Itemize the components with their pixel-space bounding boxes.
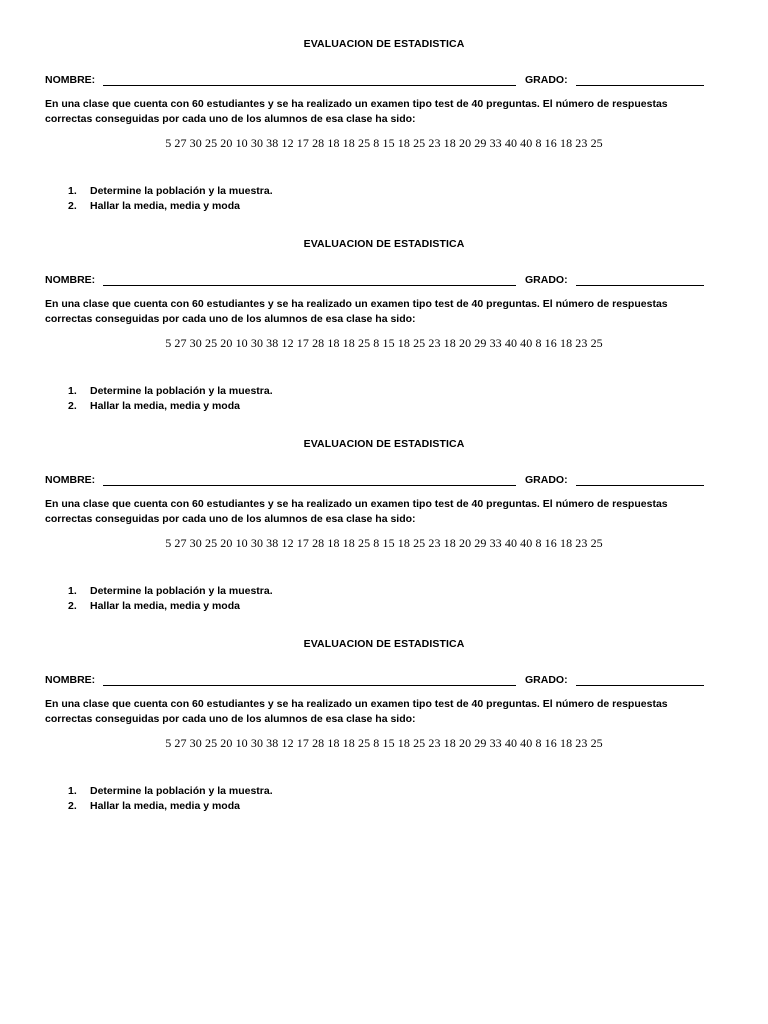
score-data: 5 27 30 25 20 10 30 38 12 17 28 18 18 25 8 15 18 25 23 18 20 29 33 40 40 8 16 18 23 25 (165, 736, 603, 750)
question-number: 1. (68, 185, 77, 197)
question-item (68, 799, 668, 814)
question-number: 1. (68, 385, 77, 397)
evaluation-sheet (0, 0, 768, 212)
name-label: NOMBRE: (45, 274, 96, 286)
student-fields (45, 474, 705, 488)
grade-label: GRADO: (525, 474, 568, 486)
name-label: NOMBRE: (45, 74, 96, 86)
question-number: 1. (68, 585, 77, 597)
question-number: 2. (68, 800, 77, 812)
student-fields (45, 274, 705, 288)
problem-statement: En una clase que cuenta con 60 estudiantes y se ha realizado un examen tipo test de 40 preguntas. El número de respuestas correctas conseguidas por cada uno de los alumnos de esa clase ha sido: (45, 298, 668, 325)
question-text: Hallar la media, media y moda (90, 400, 240, 412)
score-data: 5 27 30 25 20 10 30 38 12 17 28 18 18 25 8 15 18 25 23 18 20 29 33 40 40 8 16 18 23 25 (165, 536, 603, 550)
question-text: Determine la población y la muestra. (90, 185, 273, 197)
score-data: 5 27 30 25 20 10 30 38 12 17 28 18 18 25 8 15 18 25 23 18 20 29 33 40 40 8 16 18 23 25 (165, 136, 603, 150)
question-text: Determine la población y la muestra. (90, 385, 273, 397)
question-text: Hallar la media, media y moda (90, 600, 240, 612)
problem-statement: En una clase que cuenta con 60 estudiantes y se ha realizado un examen tipo test de 40 preguntas. El número de respuestas correctas conseguidas por cada uno de los alumnos de esa clase ha sido: (45, 698, 668, 725)
name-blank-line (103, 685, 516, 686)
question-number: 2. (68, 400, 77, 412)
question-item (68, 384, 668, 399)
sheet-title: EVALUACION DE ESTADISTICA (303, 438, 465, 450)
name-blank-line (103, 285, 516, 286)
grade-blank-line (576, 485, 704, 486)
evaluation-sheet (0, 200, 768, 412)
name-blank-line (103, 485, 516, 486)
question-number: 1. (68, 785, 77, 797)
grade-label: GRADO: (525, 674, 568, 686)
grade-blank-line (576, 685, 704, 686)
evaluation-sheet (0, 400, 768, 612)
sheet-title: EVALUACION DE ESTADISTICA (303, 38, 465, 50)
question-text: Hallar la media, media y moda (90, 800, 240, 812)
grade-blank-line (576, 85, 704, 86)
problem-statement: En una clase que cuenta con 60 estudiantes y se ha realizado un examen tipo test de 40 preguntas. El número de respuestas correctas conseguidas por cada uno de los alumnos de esa clase ha sido: (45, 98, 668, 125)
grade-label: GRADO: (525, 74, 568, 86)
student-fields (45, 74, 705, 88)
question-text: Determine la población y la muestra. (90, 585, 273, 597)
question-list (68, 784, 668, 814)
name-blank-line (103, 85, 516, 86)
name-label: NOMBRE: (45, 474, 96, 486)
question-number: 2. (68, 600, 77, 612)
question-item (68, 784, 668, 799)
sheet-title: EVALUACION DE ESTADISTICA (303, 638, 465, 650)
question-item (68, 184, 668, 199)
question-text: Hallar la media, media y moda (90, 200, 240, 212)
grade-label: GRADO: (525, 274, 568, 286)
grade-blank-line (576, 285, 704, 286)
student-fields (45, 674, 705, 688)
problem-statement: En una clase que cuenta con 60 estudiantes y se ha realizado un examen tipo test de 40 preguntas. El número de respuestas correctas conseguidas por cada uno de los alumnos de esa clase ha sido: (45, 498, 668, 525)
name-label: NOMBRE: (45, 674, 96, 686)
sheet-title: EVALUACION DE ESTADISTICA (303, 238, 465, 250)
evaluation-sheet (0, 600, 768, 812)
question-text: Determine la población y la muestra. (90, 785, 273, 797)
question-number: 2. (68, 200, 77, 212)
score-data: 5 27 30 25 20 10 30 38 12 17 28 18 18 25 8 15 18 25 23 18 20 29 33 40 40 8 16 18 23 25 (165, 336, 603, 350)
question-item (68, 584, 668, 599)
